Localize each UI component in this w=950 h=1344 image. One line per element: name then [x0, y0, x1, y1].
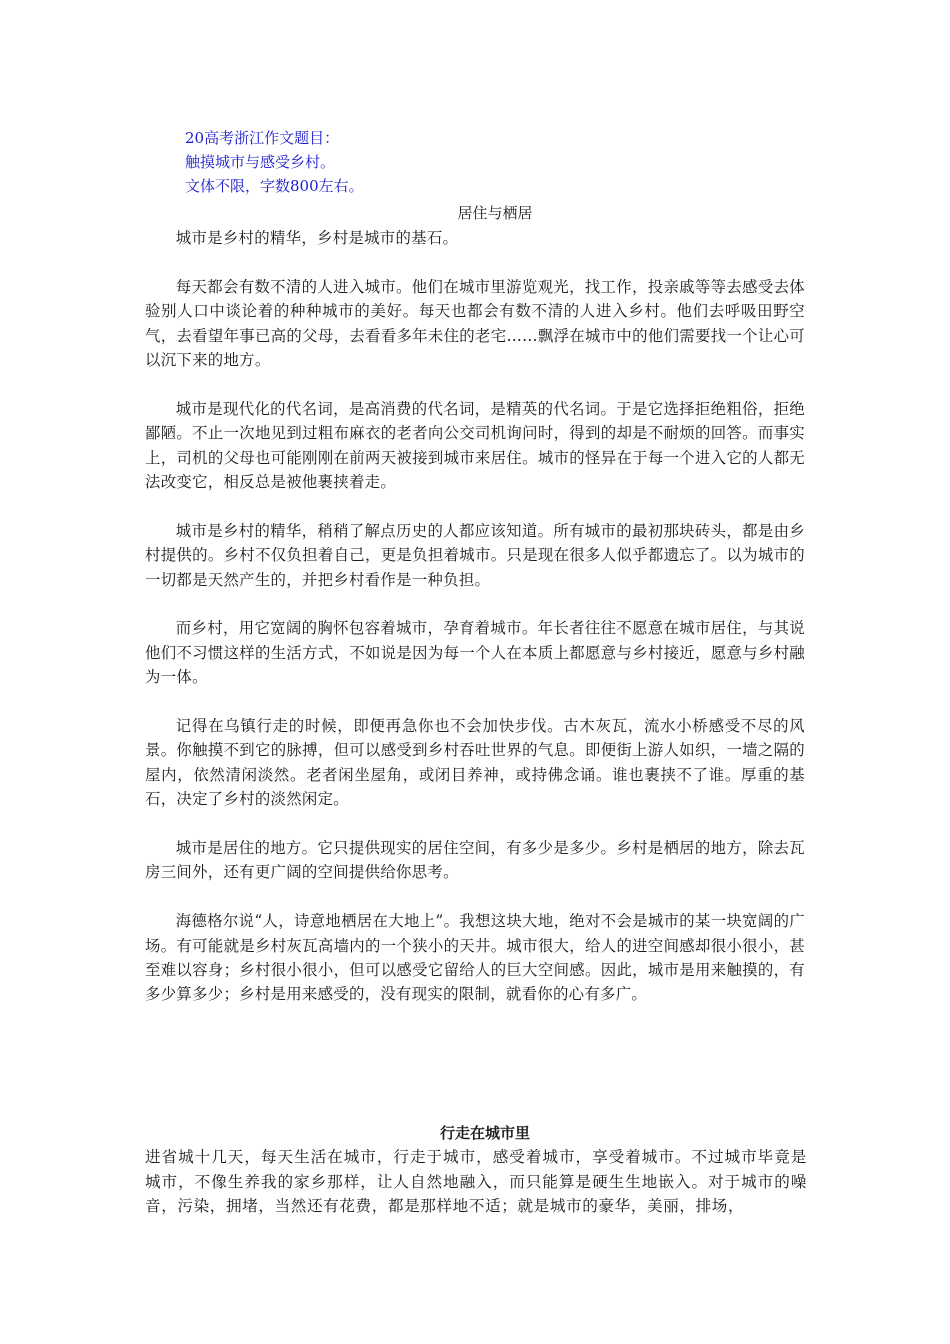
- essay-1-paragraph: 而乡村，用它宽阔的胸怀包容着城市，孕育着城市。年长者往往不愿意在城市居住，与其说他们不习惯这样的生活方式，不如说是因为每一个人在本质上都愿意与乡村接近，愿意与乡村融为一体。: [145, 619, 805, 687]
- essay-1-body: [145, 226, 805, 1031]
- essay-1-paragraph: 海德格尔说“人，诗意地栖居在大地上”。我想这块大地，绝对不会是城市的某一块宽阔的广场。有可能就是乡村灰瓦高墙内的一个狭小的天井。城市很大，给人的进空间感却很小很小，甚至难以容身；乡村很小很小，但可以感受它留给人的巨大空间感。因此，城市是用来触摸的，有多少算多少；乡村是用来感受的，没有现实的限制，就看你的心有多广。: [145, 912, 805, 1004]
- essay-1-paragraph: 城市是现代化的代名词，是高消费的代名词，是精英的代名词。于是它选择拒绝粗俗，拒绝鄙陋。不止一次地见到过粗布麻衣的老者向公交司机询问时，得到的却是不耐烦的回答。而事实上，司机的父母也可能刚刚在前两天被接到城市来居住。城市的怪异在于每一个进入它的人都无法改变它，相反总是被他裹挟着走。: [145, 399, 805, 492]
- essay-2-title: 行走在城市里: [439, 1124, 530, 1142]
- essay-1-paragraph: 城市是居住的地方。它只提供现实的居住空间，有多少是多少。乡村是栖居的地方，除去瓦房三间外，还有更广阔的空间提供给你思考。: [145, 839, 805, 882]
- essay-1-paragraph: 记得在乌镇行走的时候，即便再急你也不会加快步伐。古木灰瓦，流水小桥感受不尽的风景。你触摸不到它的脉搏，但可以感受到乡村吞吐世界的气息。即便街上游人如织，一墙之隔的屋内，依然清闲淡然。老者闲坐屋角，或闭目养神，或持佛念诵。谁也裹挟不了谁。厚重的基石，决定了乡村的淡然闲定。: [145, 717, 805, 809]
- essay-1-paragraph: 城市是乡村的精华，乡村是城市的基石。: [175, 229, 459, 247]
- essay-prompt: [185, 126, 364, 198]
- prompt-line-3: 文体不限，字数800左右。: [185, 177, 364, 195]
- prompt-line-1: 20高考浙江作文题目：: [185, 129, 340, 147]
- essay-1-paragraph: 城市是乡村的精华，稍稍了解点历史的人都应该知道。所有城市的最初那块砖头，都是由乡村提供的。乡村不仅负担着自己，更是负担着城市。只是现在很多人似乎都遗忘了。以为城市的一切都是天然产生的，并把乡村看作是一种负担。: [145, 521, 805, 589]
- essay-1-title: 居住与栖居: [457, 204, 533, 222]
- prompt-line-2: 触摸城市与感受乡村。: [185, 153, 336, 171]
- essay-2-body: 进省城十几天，每天生活在城市，行走于城市，感受着城市，享受着城市。不过城市毕竟是城市，不像生养我的家乡那样，让人自然地融入，而只能算是硬生生地嵌入。对于城市的噪音，污染，拥堵，当然还有花费，都是那样地不适；就是城市的豪华，美丽，排场，: [145, 1148, 807, 1215]
- essay-1-paragraph: 每天都会有数不清的人进入城市。他们在城市里游览观光，找工作，投亲戚等等去感受去体验别人口中谈论着的种种城市的美好。每天也都会有数不清的人进入乡村。他们去呼吸田野空气，去看望年事已高的父母，去看看多年未住的老宅……飘浮在城市中的他们需要找一个让心可以沉下来的地方。: [145, 277, 805, 370]
